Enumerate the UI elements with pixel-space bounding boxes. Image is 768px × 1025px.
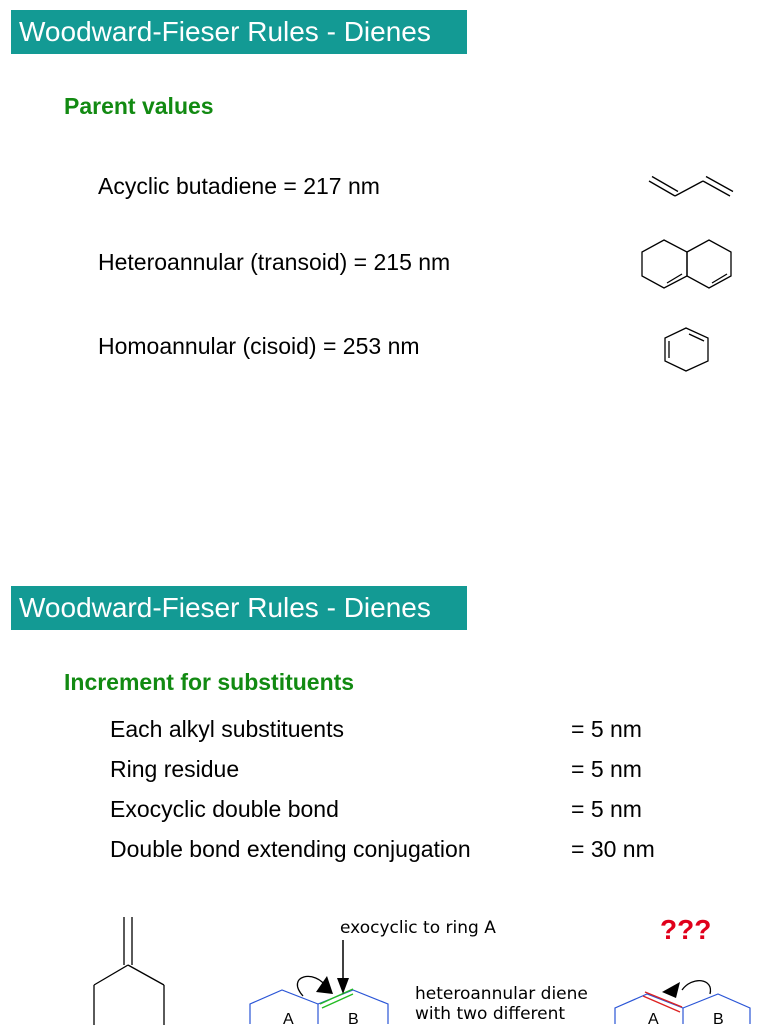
ring-a-label-middle: A xyxy=(283,1011,294,1025)
increment-value-conjugation: = 30 nm xyxy=(571,836,655,862)
heteroannular-annotation-line2: with two different xyxy=(415,1004,566,1024)
heteroannular-diene-structure xyxy=(640,238,734,292)
methylenecyclohexane-structure xyxy=(90,915,170,1024)
increment-value-exocyclic: = 5 nm xyxy=(571,796,642,822)
question-marks: ??? xyxy=(660,914,712,945)
increment-label-conjugation: Double bond extending conjugation xyxy=(110,836,471,862)
steroid-diene-structure-right xyxy=(610,966,760,1024)
increment-label-ring-residue: Ring residue xyxy=(110,756,240,782)
increment-value-alkyl: = 5 nm xyxy=(571,716,642,742)
steroid-diene-structure-middle xyxy=(245,940,395,1024)
slide2-title: Woodward-Fieser Rules - Dienes xyxy=(11,586,467,630)
heteroannular-annotation-line1: heteroannular diene xyxy=(415,984,588,1004)
parent-value-acyclic: Acyclic butadiene = 217 nm xyxy=(98,173,380,199)
butadiene-structure xyxy=(645,175,735,205)
homoannular-diene-structure xyxy=(663,326,711,374)
ring-a-label-right: A xyxy=(648,1011,659,1025)
parent-values-heading: Parent values xyxy=(64,93,214,119)
exocyclic-annotation: exocyclic to ring A xyxy=(340,918,496,938)
increment-heading: Increment for substituents xyxy=(64,669,355,695)
ring-b-label-middle: B xyxy=(348,1011,359,1025)
parent-value-homoannular: Homoannular (cisoid) = 253 nm xyxy=(98,333,420,359)
increment-value-ring-residue: = 5 nm xyxy=(571,756,642,782)
increment-label-alkyl: Each alkyl substituents xyxy=(110,716,344,742)
parent-value-heteroannular: Heteroannular (transoid) = 215 nm xyxy=(98,249,451,275)
increment-label-exocyclic: Exocyclic double bond xyxy=(110,796,339,822)
slide1-title: Woodward-Fieser Rules - Dienes xyxy=(11,10,467,54)
ring-b-label-right: B xyxy=(713,1011,724,1025)
